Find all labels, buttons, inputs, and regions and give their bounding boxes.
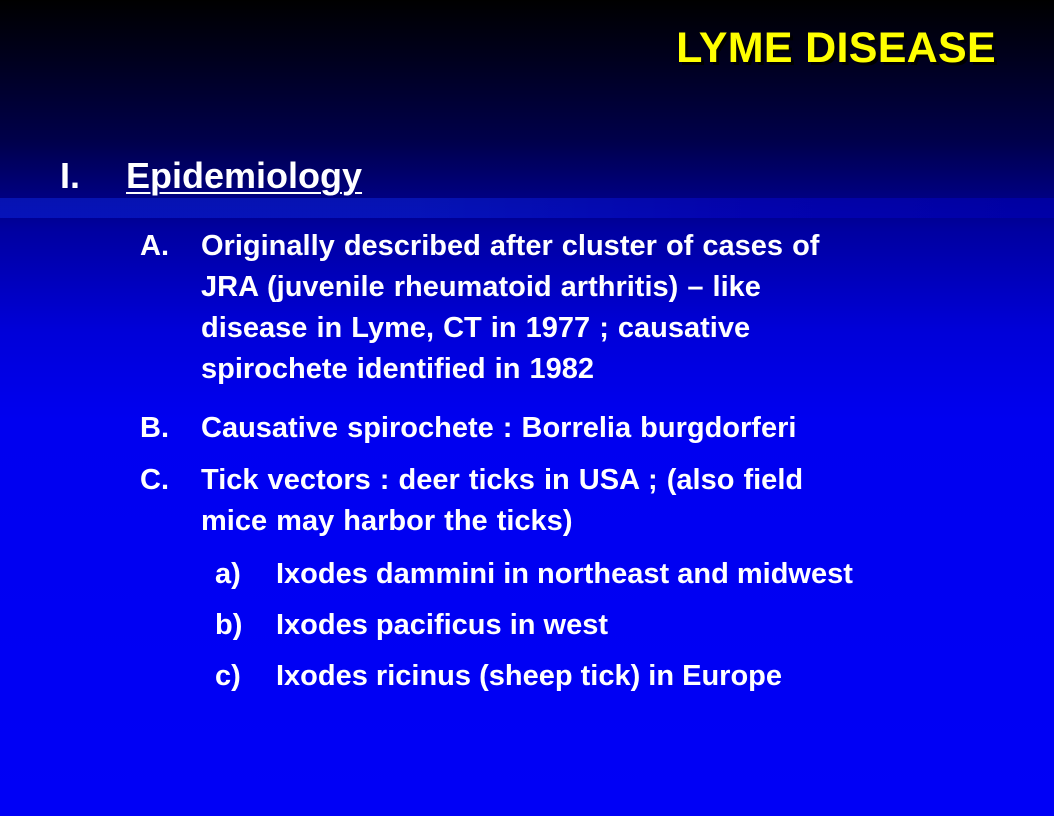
section-heading [60,155,362,197]
decorative-band [0,198,1054,218]
list-item-body [201,408,796,449]
list-item-label: B. [140,412,169,444]
slide-title: LYME DISEASE [676,24,996,72]
list-item-line: disease in Lyme, CT in 1977 ; causative [201,312,751,344]
list-item-line: JRA (juvenile rheumatoid arthritis) – like [201,271,761,303]
list-item-body [201,226,819,390]
list-item-body [201,460,803,542]
list-item-line: Causative spirochete : Borrelia burgdorferi [201,412,797,444]
sub-item-text: Ixodes dammini in northeast and midwest [276,558,853,590]
section-heading-text: Epidemiology [126,155,363,196]
list-item-line: Originally described after cluster of cases of [201,230,820,262]
list-item-label: C. [140,464,169,496]
list-item-line: spirochete identified in 1982 [201,353,594,385]
sub-item-label: b) [215,609,243,641]
list-item-label: A. [140,230,169,262]
sub-item-label: a) [215,558,241,590]
list-item-line: Tick vectors : deer ticks in USA ; (also field [201,464,804,496]
sub-item-text: Ixodes ricinus (sheep tick) in Europe [276,660,783,692]
section-number: I. [60,155,81,196]
sub-item-text: Ixodes pacificus in west [276,609,608,641]
list-item-line: mice may harbor the ticks) [201,505,573,537]
sub-item-label: c) [215,660,241,692]
